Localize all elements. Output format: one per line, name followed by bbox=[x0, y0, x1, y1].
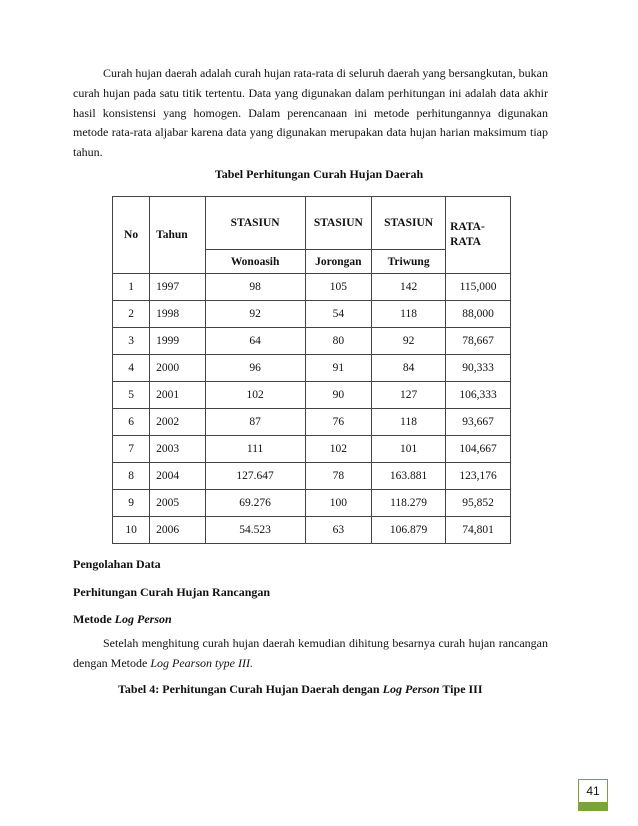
cell-rata-rata: 104,667 bbox=[446, 436, 511, 463]
cell-triwung: 163.881 bbox=[372, 463, 446, 490]
cell-rata-rata: 95,852 bbox=[446, 490, 511, 517]
cell-triwung: 106.879 bbox=[372, 517, 446, 544]
cell-rata-rata: 106,333 bbox=[446, 382, 511, 409]
section-heading-rancangan: Perhitungan Curah Hujan Rancangan bbox=[73, 585, 271, 599]
header-rata-rata: RATA-RATA bbox=[446, 197, 511, 274]
table-caption: Tabel Perhitungan Curah Hujan Daerah bbox=[214, 167, 424, 181]
cell-wonoasih: 69.276 bbox=[205, 490, 305, 517]
section-heading-pengolahan: Pengolahan Data bbox=[73, 557, 161, 571]
cell-wonoasih: 111 bbox=[205, 436, 305, 463]
cell-rata-rata: 90,333 bbox=[446, 355, 511, 382]
cell-triwung: 118 bbox=[372, 409, 446, 436]
cell-rata-rata: 93,667 bbox=[446, 409, 511, 436]
cell-jorongan: 90 bbox=[305, 382, 372, 409]
cell-wonoasih: 98 bbox=[205, 274, 305, 301]
cell-wonoasih: 96 bbox=[205, 355, 305, 382]
method-italic: Log Pearson type III. bbox=[150, 655, 253, 670]
cell-jorongan: 102 bbox=[305, 436, 372, 463]
header-tahun: Tahun bbox=[150, 197, 206, 274]
table-row bbox=[113, 382, 511, 409]
cell-no: 10 bbox=[113, 517, 150, 544]
cell-tahun: 2000 bbox=[150, 355, 206, 382]
cell-no: 1 bbox=[113, 274, 150, 301]
table4-caption bbox=[118, 682, 483, 697]
header-triwung: Triwung bbox=[372, 250, 446, 274]
table-row bbox=[113, 463, 511, 490]
cell-wonoasih: 102 bbox=[205, 382, 305, 409]
cell-triwung: 118 bbox=[372, 301, 446, 328]
table4-caption-prefix: Tabel 4: Perhitungan Curah Hujan Daerah dengan bbox=[118, 682, 383, 696]
cell-wonoasih: 87 bbox=[205, 409, 305, 436]
header-stasiun-1: STASIUN bbox=[205, 197, 305, 250]
cell-tahun: 2001 bbox=[150, 382, 206, 409]
page-number-bar bbox=[578, 803, 608, 811]
header-stasiun-2: STASIUN bbox=[305, 197, 372, 250]
cell-no: 7 bbox=[113, 436, 150, 463]
cell-triwung: 142 bbox=[372, 274, 446, 301]
table4-caption-italic: Log Person bbox=[382, 682, 440, 696]
metode-italic: Log Person bbox=[114, 612, 172, 626]
cell-wonoasih: 127.647 bbox=[205, 463, 305, 490]
cell-triwung: 92 bbox=[372, 328, 446, 355]
rainfall-table bbox=[112, 196, 511, 544]
table-row bbox=[113, 274, 511, 301]
header-no: No bbox=[113, 197, 150, 274]
page-number: 41 bbox=[578, 779, 608, 803]
cell-rata-rata: 88,000 bbox=[446, 301, 511, 328]
cell-wonoasih: 92 bbox=[205, 301, 305, 328]
method-text: Setelah menghitung curah hujan daerah kemudian dihitung besarnya curah hujan rancangan dengan Metode bbox=[73, 636, 548, 670]
cell-jorongan: 54 bbox=[305, 301, 372, 328]
cell-rata-rata: 115,000 bbox=[446, 274, 511, 301]
cell-triwung: 127 bbox=[372, 382, 446, 409]
cell-tahun: 1999 bbox=[150, 328, 206, 355]
cell-no: 4 bbox=[113, 355, 150, 382]
cell-jorongan: 80 bbox=[305, 328, 372, 355]
metode-prefix: Metode bbox=[73, 612, 115, 626]
intro-paragraph: Curah hujan daerah adalah curah hujan rata-rata di seluruh daerah yang bersangkutan, bukan curah hujan pada satu titik tertentu. Data yang digunakan dalam perhitungan ini adalah data akhir hasil konsistensi yang homogen. Dalam perencanaan ini metode perhitungannya digunakan metode rata-rata aljabar karena data yang digunakan merupakan data hujan harian maksimum tiap tahun. bbox=[73, 66, 548, 160]
cell-tahun: 1998 bbox=[150, 301, 206, 328]
section-heading-metode bbox=[73, 612, 172, 627]
cell-rata-rata: 123,176 bbox=[446, 463, 511, 490]
cell-no: 5 bbox=[113, 382, 150, 409]
cell-tahun: 2006 bbox=[150, 517, 206, 544]
cell-triwung: 118.279 bbox=[372, 490, 446, 517]
cell-tahun: 2002 bbox=[150, 409, 206, 436]
cell-jorongan: 63 bbox=[305, 517, 372, 544]
cell-jorongan: 78 bbox=[305, 463, 372, 490]
cell-no: 9 bbox=[113, 490, 150, 517]
cell-no: 3 bbox=[113, 328, 150, 355]
table4-caption-suffix: Tipe III bbox=[439, 682, 483, 696]
cell-jorongan: 76 bbox=[305, 409, 372, 436]
cell-tahun: 1997 bbox=[150, 274, 206, 301]
cell-no: 6 bbox=[113, 409, 150, 436]
cell-jorongan: 105 bbox=[305, 274, 372, 301]
cell-jorongan: 100 bbox=[305, 490, 372, 517]
header-wonoasih: Wonoasih bbox=[205, 250, 305, 274]
method-paragraph bbox=[73, 634, 548, 674]
cell-tahun: 2004 bbox=[150, 463, 206, 490]
cell-rata-rata: 74,801 bbox=[446, 517, 511, 544]
cell-wonoasih: 54.523 bbox=[205, 517, 305, 544]
table-row bbox=[113, 355, 511, 382]
table-row bbox=[113, 436, 511, 463]
cell-triwung: 101 bbox=[372, 436, 446, 463]
table-row bbox=[113, 301, 511, 328]
cell-jorongan: 91 bbox=[305, 355, 372, 382]
cell-tahun: 2005 bbox=[150, 490, 206, 517]
header-stasiun-3: STASIUN bbox=[372, 197, 446, 250]
table-row bbox=[113, 490, 511, 517]
table-row bbox=[113, 517, 511, 544]
cell-triwung: 84 bbox=[372, 355, 446, 382]
cell-rata-rata: 78,667 bbox=[446, 328, 511, 355]
cell-tahun: 2003 bbox=[150, 436, 206, 463]
header-jorongan: Jorongan bbox=[305, 250, 372, 274]
cell-no: 2 bbox=[113, 301, 150, 328]
cell-wonoasih: 64 bbox=[205, 328, 305, 355]
table-row bbox=[113, 328, 511, 355]
cell-no: 8 bbox=[113, 463, 150, 490]
table-row bbox=[113, 409, 511, 436]
